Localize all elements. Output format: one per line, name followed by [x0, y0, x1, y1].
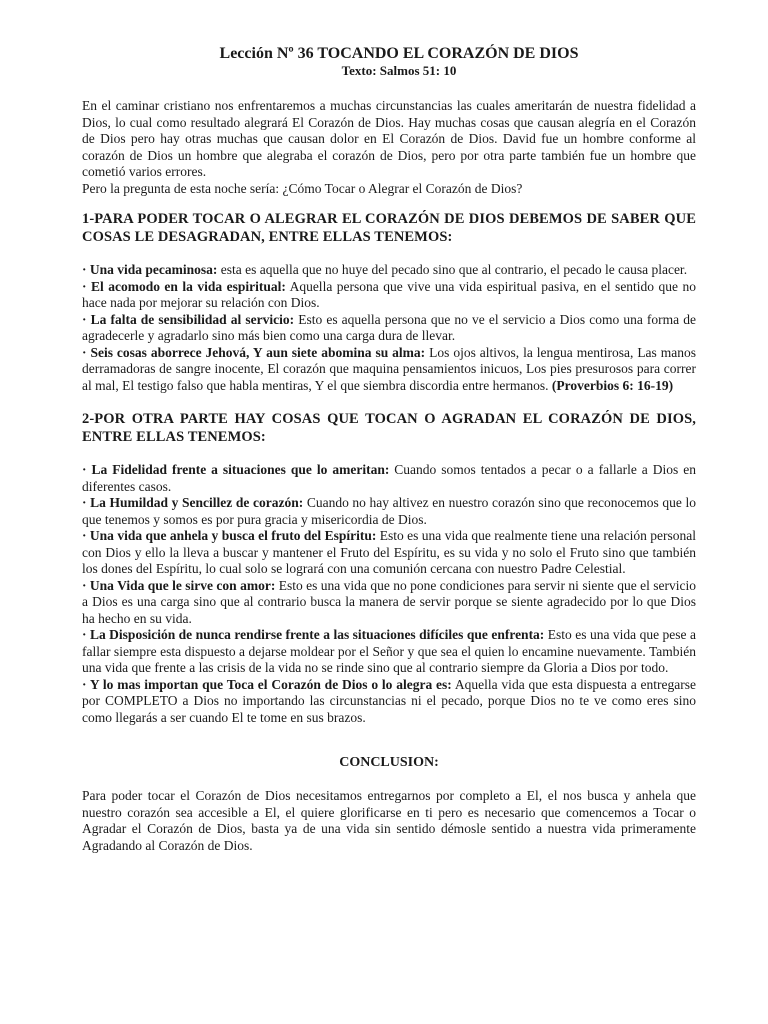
section-2-list [82, 462, 696, 726]
item-term: · Una Vida que le sirve con amor: [82, 577, 276, 593]
item-term: · Una vida pecaminosa: [82, 262, 218, 277]
list-item [82, 262, 696, 279]
item-text: Esto es una vida que pese a fallar siempre esta dispuesto a dejarse moldear por el Señor y que sea el quien lo encamine nuevamente. También una vida que frente a las crisis de la vida no se rinde sino que al contrario siempre da Gloria a Dios por todo. [82, 627, 697, 675]
item-text: Cuando somos tentados a pecar o a fallarle a Dios en diferentes casos. [82, 462, 696, 494]
intro-paragraph: En el caminar cristiano nos enfrentaremos a muchas circunstancias las cuales ameritarán de nuestra fidelidad a Dios, lo cual como resultado alegrará El Corazón de Dios. Hay muchas cosas que causan alegría en el Corazón de Dios pero hay otras muchas que causan dolor en El Corazón de Dios. David fue un hombre conforme al corazón de Dios un hombre que alegraba el corazón de Dios, pero por otra parte también fue un hombre que cometió varios errores. [82, 98, 696, 179]
list-item [82, 627, 696, 677]
section-2-heading: 2-POR OTRA PARTE HAY COSAS QUE TOCAN O AGRADAN EL CORAZÓN DE DIOS, ENTRE ELLAS TENEMOS: [82, 411, 696, 445]
list-item [82, 345, 696, 395]
item-text: Aquella persona que vive una vida espiritual pasiva, en el sentido que no hace nada por mejorar su relación con Dios. [82, 278, 696, 310]
scripture-reference: (Proverbios 6: 16-19) [551, 377, 674, 393]
item-term: · La Disposición de nunca rendirse frente a las situaciones difíciles que enfrenta: [82, 627, 545, 642]
section-1-list [82, 262, 696, 394]
list-item [82, 528, 696, 578]
section-1-heading: 1-PARA PODER TOCAR O ALEGRAR EL CORAZÓN DE DIOS DEBEMOS DE SABER QUE COSAS LE DESAGRADAN, ENTRE ELLAS TENEMOS: [82, 211, 696, 245]
conclusion-heading: CONCLUSION: [339, 755, 439, 770]
list-item [82, 578, 696, 628]
item-term: · Seis cosas aborrece Jehová, Y aun siete abomina su alma: [82, 344, 426, 360]
lesson-subtitle: Texto: Salmos 51: 10 [341, 63, 457, 78]
item-term: · La Humildad y Sencillez de corazón: [82, 495, 304, 510]
item-text: Cuando no hay altivez en nuestro corazón sino que reconocemos que lo que tenemos y somos es por pura gracia y misericordia de Dios. [82, 495, 696, 527]
list-item [82, 495, 696, 528]
item-text: Esto es una vida que realmente tiene una relación personal con Dios y ello la lleva a buscar y mantener el Fruto del Espíritu, es su vida y no solo el Fruto sino que también los dones del Espíritu, lo cual solo se logrará con una comunión cercana con nuestro Padre Celestial. [82, 528, 697, 576]
item-term: · La Fidelidad frente a situaciones que lo ameritan: [82, 462, 390, 477]
list-item [82, 677, 696, 727]
conclusion-paragraph: Para poder tocar el Corazón de Dios necesitamos entregarnos por completo a El, el nos busca y anhela que nuestro corazón sea accesible a El, el quiere glorificarse en ti pero es necesario que comencemos a Tocar o Agradar el Corazón de Dios, basta ya de una vida sin sentido démosle sentido a nuestra vida primeramente Agradando al Corazón de Dios. [82, 788, 696, 853]
list-item [82, 279, 696, 312]
intro-question: Pero la pregunta de esta noche sería: ¿Cómo Tocar o Alegrar el Corazón de Dios? [82, 180, 523, 196]
item-text: Esto es aquella persona que no ve el servicio a Dios como una forma de agradecerle y agradarlo sino más bien como una carga dura de llevar. [82, 311, 697, 343]
item-term: · Una vida que anhela y busca el fruto del Espíritu: [82, 528, 377, 543]
item-term: · La falta de sensibilidad al servicio: [82, 311, 295, 327]
item-term: · Y lo mas importan que Toca el Corazón de Dios o lo alegra es: [82, 676, 452, 692]
item-text: Aquella vida que esta dispuesta a entregarse por COMPLETO a Dios no importando las circunstancias ni el pecado, porque Dios no te ve como eres sino como llegarás a ser cuando El te tome en sus brazos. [82, 676, 696, 725]
item-text: Los ojos altivos, la lengua mentirosa, Las manos derramadoras de sangre inocente, El corazón que maquina pensamientos inicuos, Los pies presurosos para correr al mal, El testigo falso que habla mentiras, Y el que siembra discordia entre hermanos. [82, 344, 697, 393]
lesson-title: Lección Nº 36 TOCANDO EL CORAZÓN DE DIOS [219, 45, 579, 62]
list-item [82, 462, 696, 495]
item-text: Esto es una vida que no pone condiciones para servir ni siente que el servicio a Dios es una carga sino que al contrario busca la manera de servir porque se siente agradecido por lo que Dios ha hecho en su vida. [82, 577, 697, 626]
list-item [82, 312, 696, 345]
item-text: esta es aquella que no huye del pecado sino que al contrario, el pecado le causa placer. [217, 262, 688, 277]
item-term: · El acomodo en la vida espiritual: [82, 278, 286, 294]
